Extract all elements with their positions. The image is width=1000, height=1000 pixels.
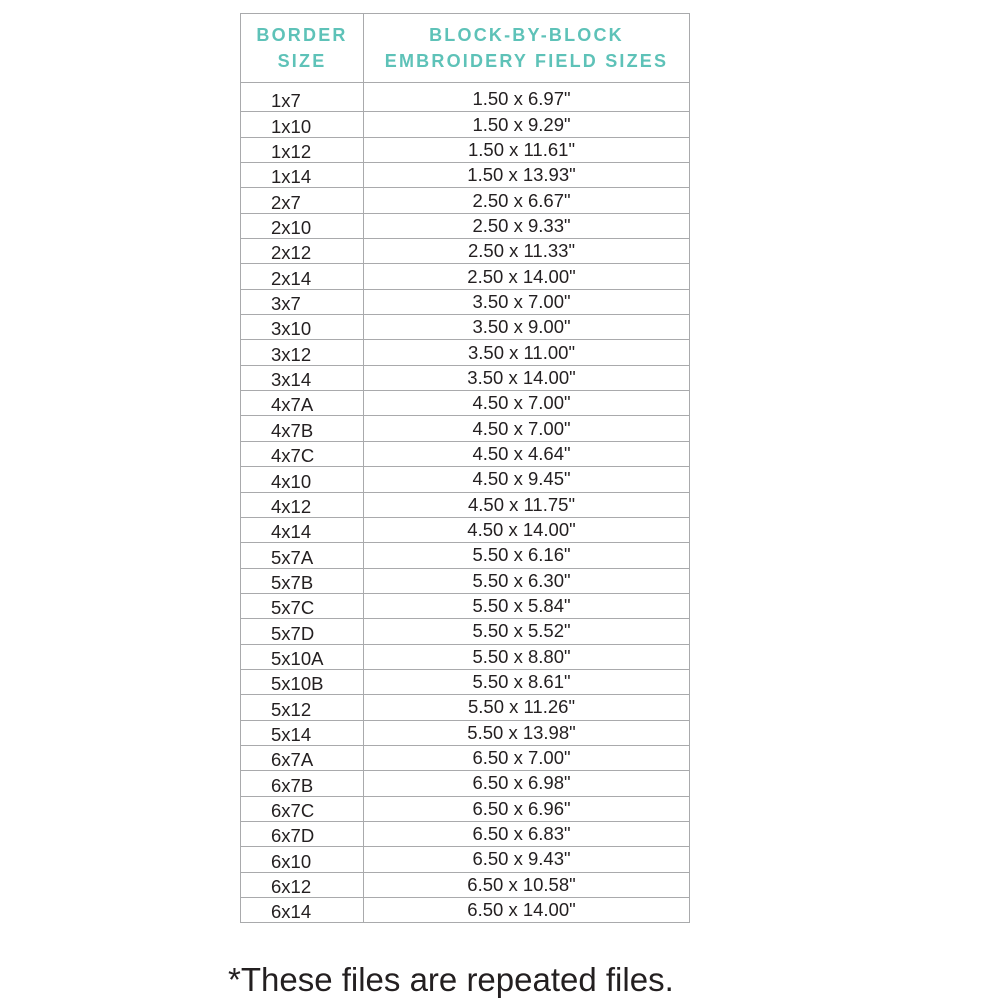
field-size-cell: 3.50 x 7.00"	[364, 289, 690, 314]
table-row	[241, 568, 690, 593]
field-size-cell: 5.50 x 8.80"	[364, 644, 690, 669]
border-size-cell: 6x14	[241, 898, 364, 923]
border-size-cell: 4x7B	[241, 416, 364, 441]
border-size-cell: 2x10	[241, 213, 364, 238]
border-size-cell: 3x14	[241, 365, 364, 390]
field-size-cell: 6.50 x 14.00"	[364, 898, 690, 923]
table-row	[241, 83, 690, 112]
field-size-cell: 2.50 x 6.67"	[364, 188, 690, 213]
header-row	[241, 14, 690, 83]
table-row	[241, 771, 690, 796]
field-size-cell: 4.50 x 14.00"	[364, 517, 690, 542]
table-row	[241, 517, 690, 542]
border-size-cell: 6x7B	[241, 771, 364, 796]
field-size-cell: 4.50 x 7.00"	[364, 416, 690, 441]
table-row	[241, 898, 690, 923]
table-row	[241, 365, 690, 390]
border-size-cell: 5x7D	[241, 619, 364, 644]
table-row	[241, 695, 690, 720]
border-size-cell: 5x12	[241, 695, 364, 720]
table-row	[241, 720, 690, 745]
field-size-cell: 4.50 x 9.45"	[364, 467, 690, 492]
field-size-cell: 3.50 x 11.00"	[364, 340, 690, 365]
field-size-cell: 1.50 x 11.61"	[364, 137, 690, 162]
table-row	[241, 796, 690, 821]
field-size-cell: 4.50 x 7.00"	[364, 391, 690, 416]
border-size-cell: 3x10	[241, 315, 364, 340]
border-size-header	[241, 14, 364, 83]
border-size-cell: 6x10	[241, 847, 364, 872]
field-size-cell: 6.50 x 10.58"	[364, 872, 690, 897]
table-row	[241, 467, 690, 492]
table-row	[241, 137, 690, 162]
table-row	[241, 213, 690, 238]
border-size-cell: 3x12	[241, 340, 364, 365]
field-size-cell: 1.50 x 9.29"	[364, 112, 690, 137]
table-row	[241, 416, 690, 441]
field-size-cell: 4.50 x 11.75"	[364, 492, 690, 517]
table-row	[241, 188, 690, 213]
border-size-cell: 6x7D	[241, 821, 364, 846]
border-size-cell: 6x7C	[241, 796, 364, 821]
field-size-cell: 5.50 x 13.98"	[364, 720, 690, 745]
border-size-header-line2: SIZE	[277, 51, 327, 71]
field-sizes-header	[364, 14, 690, 83]
field-size-cell: 5.50 x 11.26"	[364, 695, 690, 720]
field-size-cell: 2.50 x 14.00"	[364, 264, 690, 289]
border-size-cell: 5x10A	[241, 644, 364, 669]
border-size-cell: 5x10B	[241, 669, 364, 694]
border-size-cell: 4x12	[241, 492, 364, 517]
field-size-cell: 6.50 x 6.96"	[364, 796, 690, 821]
border-size-cell: 4x10	[241, 467, 364, 492]
field-size-cell: 6.50 x 7.00"	[364, 745, 690, 770]
border-size-cell: 4x7C	[241, 441, 364, 466]
table-row	[241, 441, 690, 466]
field-size-cell: 2.50 x 9.33"	[364, 213, 690, 238]
border-size-cell: 1x10	[241, 112, 364, 137]
border-size-cell: 5x7A	[241, 543, 364, 568]
border-size-cell: 4x7A	[241, 391, 364, 416]
table-row	[241, 619, 690, 644]
field-size-cell: 5.50 x 6.16"	[364, 543, 690, 568]
table-row	[241, 821, 690, 846]
border-size-cell: 2x7	[241, 188, 364, 213]
table-row	[241, 264, 690, 289]
field-size-cell: 5.50 x 5.52"	[364, 619, 690, 644]
border-size-cell: 6x12	[241, 872, 364, 897]
field-size-cell: 1.50 x 13.93"	[364, 163, 690, 188]
border-size-cell: 1x7	[241, 83, 364, 112]
border-size-cell: 2x14	[241, 264, 364, 289]
border-size-cell: 2x12	[241, 239, 364, 264]
table-row	[241, 112, 690, 137]
field-size-cell: 3.50 x 14.00"	[364, 365, 690, 390]
footnote: *These files are repeated files.	[228, 961, 674, 998]
field-size-cell: 6.50 x 6.83"	[364, 821, 690, 846]
field-size-cell: 2.50 x 11.33"	[364, 239, 690, 264]
table-row	[241, 669, 690, 694]
border-size-cell: 1x12	[241, 137, 364, 162]
table-row	[241, 593, 690, 618]
field-sizes-header-line1: BLOCK-BY-BLOCK	[429, 25, 624, 45]
table-row	[241, 872, 690, 897]
table-row	[241, 391, 690, 416]
border-size-cell: 5x7B	[241, 568, 364, 593]
table-row	[241, 315, 690, 340]
field-size-cell: 4.50 x 4.64"	[364, 441, 690, 466]
border-size-cell: 6x7A	[241, 745, 364, 770]
border-size-cell: 1x14	[241, 163, 364, 188]
table-row	[241, 163, 690, 188]
field-size-cell: 5.50 x 5.84"	[364, 593, 690, 618]
table-row	[241, 847, 690, 872]
table-row	[241, 340, 690, 365]
border-size-cell: 5x7C	[241, 593, 364, 618]
table-row	[241, 239, 690, 264]
table-row	[241, 745, 690, 770]
table-header	[241, 14, 690, 83]
field-size-cell: 5.50 x 8.61"	[364, 669, 690, 694]
field-sizes-header-line2: EMBROIDERY FIELD SIZES	[384, 51, 669, 71]
table-row	[241, 289, 690, 314]
field-size-cell: 5.50 x 6.30"	[364, 568, 690, 593]
border-size-cell: 5x14	[241, 720, 364, 745]
field-size-cell: 1.50 x 6.97"	[364, 83, 690, 112]
embroidery-size-table	[240, 13, 690, 923]
field-size-cell: 6.50 x 6.98"	[364, 771, 690, 796]
table-row	[241, 543, 690, 568]
field-size-cell: 6.50 x 9.43"	[364, 847, 690, 872]
table-body	[241, 83, 690, 923]
border-size-cell: 4x14	[241, 517, 364, 542]
table-row	[241, 492, 690, 517]
field-size-cell: 3.50 x 9.00"	[364, 315, 690, 340]
border-size-header-line1: BORDER	[256, 25, 348, 45]
border-size-cell: 3x7	[241, 289, 364, 314]
table-row	[241, 644, 690, 669]
